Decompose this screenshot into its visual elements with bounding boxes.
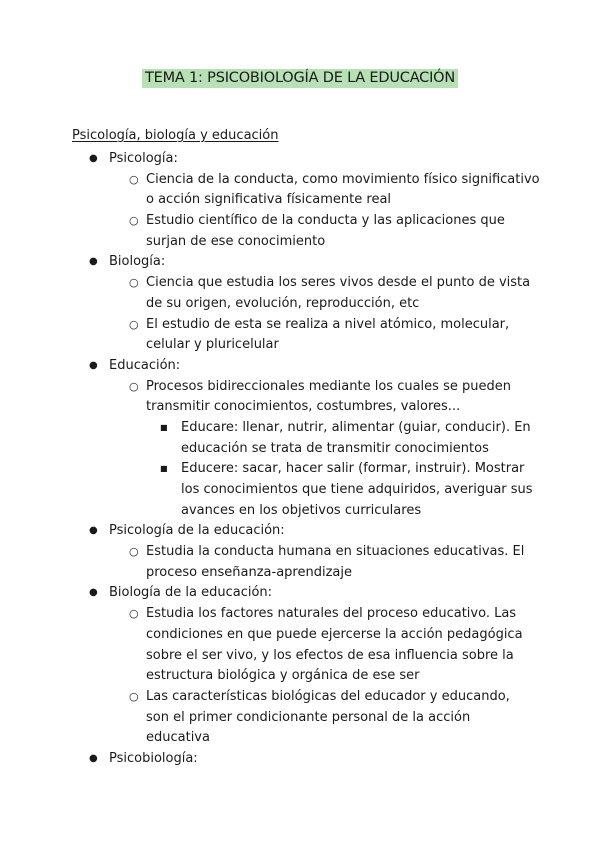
- list-item-text: proceso enseñanza-aprendizaje: [146, 564, 352, 580]
- list-item-text: Educare: llenar, nutrir, alimentar (guiar, conducir). En: [181, 419, 531, 435]
- list-line: [0, 708, 600, 729]
- list-line: [0, 377, 600, 398]
- square-bullet-icon: ■: [160, 422, 168, 432]
- list-line: [0, 149, 600, 170]
- list-line: [0, 749, 600, 770]
- hollow-circle-bullet-icon: ○: [129, 317, 139, 331]
- list-item-text: educación se trata de transmitir conocimientos: [181, 440, 489, 456]
- list-line: [0, 563, 600, 584]
- list-line: [0, 356, 600, 377]
- list-item-text: Las características biológicas del educador y educando,: [146, 688, 510, 704]
- list-line: [0, 439, 600, 460]
- list-item-text: El estudio de esta se realiza a nivel atómico, molecular,: [146, 316, 510, 332]
- list-line: [0, 604, 600, 625]
- list-item-text: celular y pluricelular: [146, 337, 279, 353]
- hollow-circle-bullet-icon: ○: [129, 276, 139, 290]
- filled-circle-bullet-icon: ●: [89, 525, 98, 537]
- list-item-text: condiciones en que puede ejercerse la acción pedagógica: [146, 626, 523, 642]
- list-item-text: los conocimientos que tiene adquiridos, averiguar sus: [181, 482, 533, 497]
- hollow-circle-bullet-icon: ○: [129, 607, 139, 621]
- list-line: [0, 252, 600, 273]
- hollow-circle-bullet-icon: ○: [129, 379, 139, 393]
- list-line: [0, 480, 600, 501]
- list-line: [0, 232, 600, 253]
- list-line: [0, 583, 600, 604]
- filled-circle-bullet-icon: ●: [89, 256, 98, 268]
- filled-circle-bullet-icon: ●: [89, 153, 98, 164]
- list-line: [0, 687, 600, 708]
- list-item-text: son el primer condicionante personal de la acción: [146, 709, 471, 725]
- list-item-text: Procesos bidireccionales mediante los cuales se pueden: [146, 378, 511, 394]
- list-line: [0, 294, 600, 315]
- list-line: [0, 728, 600, 749]
- list-item-text: Psicobiología:: [109, 750, 198, 766]
- list-line: [0, 521, 600, 542]
- list-item-text: educativa: [146, 730, 210, 746]
- list-line: [0, 666, 600, 687]
- list-item-text: o acción significativa físicamente real: [146, 192, 392, 208]
- list-item-text: Biología de la educación:: [109, 585, 273, 601]
- filled-circle-bullet-icon: ●: [89, 587, 98, 599]
- list-item-text: Estudia la conducta humana en situaciones educativas. El: [146, 544, 525, 560]
- list-line: [0, 170, 600, 191]
- list-item-text: avances en los objetivos curriculares: [181, 502, 422, 518]
- list-item-text: Estudia los factores naturales del proceso educativo. Las: [146, 606, 517, 622]
- list-item-text: Educere: sacar, hacer salir (formar, instruir). Mostrar: [181, 461, 525, 477]
- filled-circle-bullet-icon: ●: [89, 752, 98, 764]
- list-item-text: sobre el ser vivo, y los efectos de esa influencia sobre la: [146, 647, 514, 663]
- list-item-text: Ciencia que estudia los seres vivos desde el punto de vista: [146, 275, 531, 291]
- list-line: [0, 315, 600, 336]
- list-item-text: surjan de ese conocimiento: [146, 233, 326, 249]
- list-line: [0, 273, 600, 294]
- list-line: [0, 211, 600, 232]
- list-item-text: de su origen, evolución, reproducción, etc: [146, 295, 420, 311]
- list-line: [0, 542, 600, 563]
- list-item-text: Ciencia de la conducta, como movimiento físico significativo: [146, 171, 540, 187]
- list-item-text: Educación:: [109, 357, 181, 373]
- list-line: [0, 335, 600, 356]
- list-line: [0, 418, 600, 439]
- hollow-circle-bullet-icon: ○: [129, 545, 139, 559]
- bullet-list: [0, 149, 600, 770]
- list-item-text: Estudio científico de la conducta y las aplicaciones que: [146, 213, 505, 229]
- document-title: [0, 70, 600, 86]
- hollow-circle-bullet-icon: ○: [129, 689, 139, 703]
- list-item-text: Biología:: [109, 254, 166, 270]
- list-line: [0, 397, 600, 418]
- filled-circle-bullet-icon: ●: [89, 359, 98, 371]
- list-line: [0, 190, 600, 211]
- title-highlight: TEMA 1: PSICOBIOLOGÍA DE LA EDUCACIÓN: [142, 69, 458, 88]
- list-line: [0, 459, 600, 480]
- square-bullet-icon: ■: [160, 464, 168, 474]
- list-item-text: Psicología de la educación:: [109, 523, 285, 539]
- list-item-text: estructura biológica y orgánica de ese ser: [146, 668, 420, 684]
- hollow-circle-bullet-icon: ○: [129, 172, 139, 186]
- section-heading: Psicología, biología y educación: [72, 128, 279, 143]
- list-line: [0, 646, 600, 667]
- list-item-text: transmitir conocimientos, costumbres, valores...: [146, 399, 461, 415]
- list-item-text: Psicología:: [109, 151, 178, 166]
- list-line: [0, 501, 600, 522]
- list-line: [0, 625, 600, 646]
- hollow-circle-bullet-icon: ○: [129, 214, 139, 228]
